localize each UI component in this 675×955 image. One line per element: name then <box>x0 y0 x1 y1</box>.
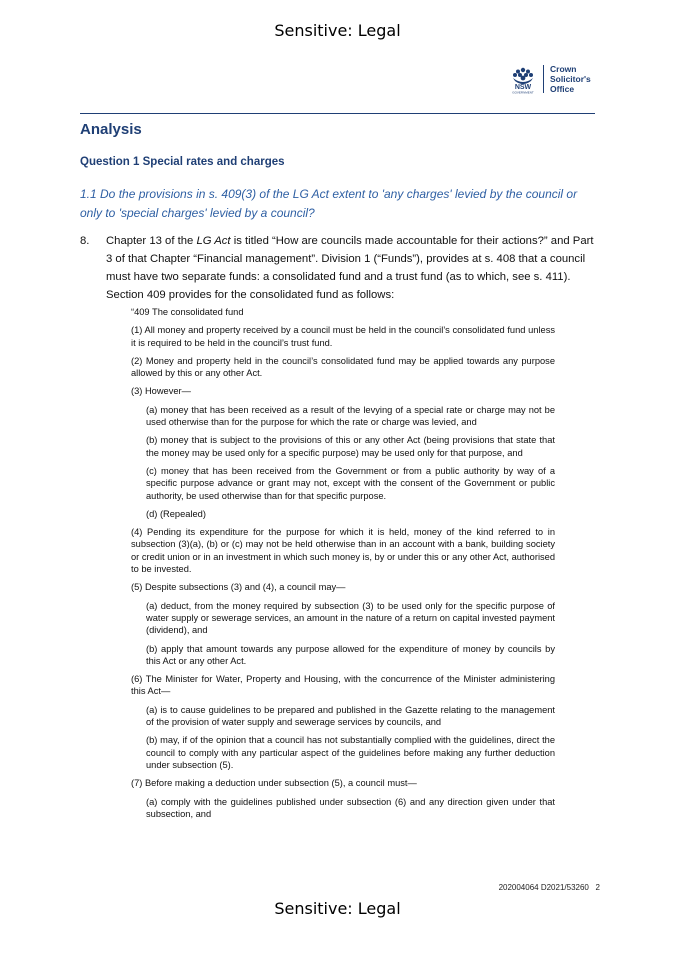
section-409-quote <box>131 306 555 826</box>
subsection-2: (2) Money and property held in the council’s consolidated fund may be applied towards any purpose allowed by this or any other Act. <box>131 355 555 379</box>
subsection-7a: (a) comply with the guidelines published under subsection (6) and any direction given under that subsection, and <box>146 796 555 819</box>
document-reference <box>450 883 600 892</box>
subsection-1: (1) All money and property received by a council must be held in the council’s consolidated fund unless it is required to be held in the council’s trust fund. <box>131 325 555 348</box>
subsection-6a: (a) is to cause guidelines to be prepared and published in the Gazette relating to the management of the provision of water supply and sewerage services by councils, and <box>146 704 555 728</box>
document-id: 202004064 D2021/53260 <box>498 883 589 892</box>
subsection-6b: (b) may, if of the opinion that a council has not substantially complied with the guidelines, direct the council to comply with any particular aspect of the guidelines before making any further deduction under subsection (5). <box>146 735 555 770</box>
subsection-5: (5) Despite subsections (3) and (4), a council may— <box>131 582 346 593</box>
quote-title: “409 The consolidated fund <box>131 307 244 317</box>
office-name-line2: Solicitor's <box>550 74 591 84</box>
sensitivity-banner-bottom: Sensitive: Legal <box>274 899 401 918</box>
crown-solicitors-office-logo <box>509 64 591 94</box>
office-name-line3: Office <box>550 84 575 94</box>
subsection-3: (3) However— <box>131 386 191 397</box>
question-heading: Question 1 Special rates and charges <box>80 156 285 168</box>
subsection-4: (4) Pending its expenditure for the purpose for which it is held, money of the kind referred to in subsection (3)(a), (b) or (c) may not be held otherwise than in an account with a bank, building society or credit union or in an investment in which such money is, by or under this or any other Act, authorised to be invested. <box>131 527 555 575</box>
paragraph-text-pre: Chapter 13 of the <box>106 235 197 247</box>
nsw-waratah-icon <box>509 64 537 94</box>
office-name <box>550 64 591 94</box>
subsection-3a: (a) money that has been received as a result of the levying of a special rate or charge may not be used otherwise than for the purpose for which the rate or charge was levied, and <box>146 404 555 428</box>
paragraph-8 <box>80 232 600 304</box>
paragraph-text-post: is titled “How are councils made accountable for their actions?” and Part 3 of that Chapter “Financial management”. Division 1 (“Funds”), provides at s. 408 that a council must have two separate funds: a consolidated fund and a trust fund (as to which, see s. 411). Section 409 provides for the consolidated fund as follows: <box>106 235 594 301</box>
paragraph-number: 8. <box>80 235 90 247</box>
svg-text:GOVERNMENT: GOVERNMENT <box>512 90 534 94</box>
subsection-3d: (d) (Repealed) <box>146 508 206 519</box>
page-number: 2 <box>595 883 600 892</box>
subsection-6: (6) The Minister for Water, Property and Housing, with the concurrence of the Minister administering this Act— <box>131 674 555 697</box>
logo-divider <box>543 65 544 93</box>
sensitivity-banner-top: Sensitive: Legal <box>274 21 401 40</box>
subsection-5b: (b) apply that amount towards any purpose allowed for the expenditure of money by councils by this Act or any other Act. <box>146 643 555 666</box>
act-name-italic: LG Act <box>196 235 231 247</box>
header-rule <box>80 113 595 114</box>
subsection-7: (7) Before making a deduction under subsection (5), a council must— <box>131 778 417 789</box>
subsection-5a: (a) deduct, from the money required by subsection (3) to be used only for the specific purpose of water supply or sewerage services, an amount in the nature of a return on capital invested payment (dividend), and <box>146 600 555 636</box>
office-name-line1: Crown <box>550 64 577 74</box>
paragraph-text <box>106 232 600 304</box>
subquestion-heading: 1.1 Do the provisions in s. 409(3) of the LG Act extent to 'any charges' levied by the council or only to 'special charges' levied by a council? <box>80 187 578 220</box>
svg-text:NSW: NSW <box>514 84 532 91</box>
analysis-heading: Analysis <box>80 121 142 138</box>
subsection-3b: (b) money that is subject to the provisions of this or any other Act (being provisions that state that the money may be used only for a specific purpose) may be used only for that purpose, and <box>146 435 555 458</box>
subsection-3c: (c) money that has been received from the Government or from a public authority by way of a specific purpose advance or grant may not, except with the consent of the Government or public authority, be used otherwise than for that specific purpose. <box>146 465 555 501</box>
